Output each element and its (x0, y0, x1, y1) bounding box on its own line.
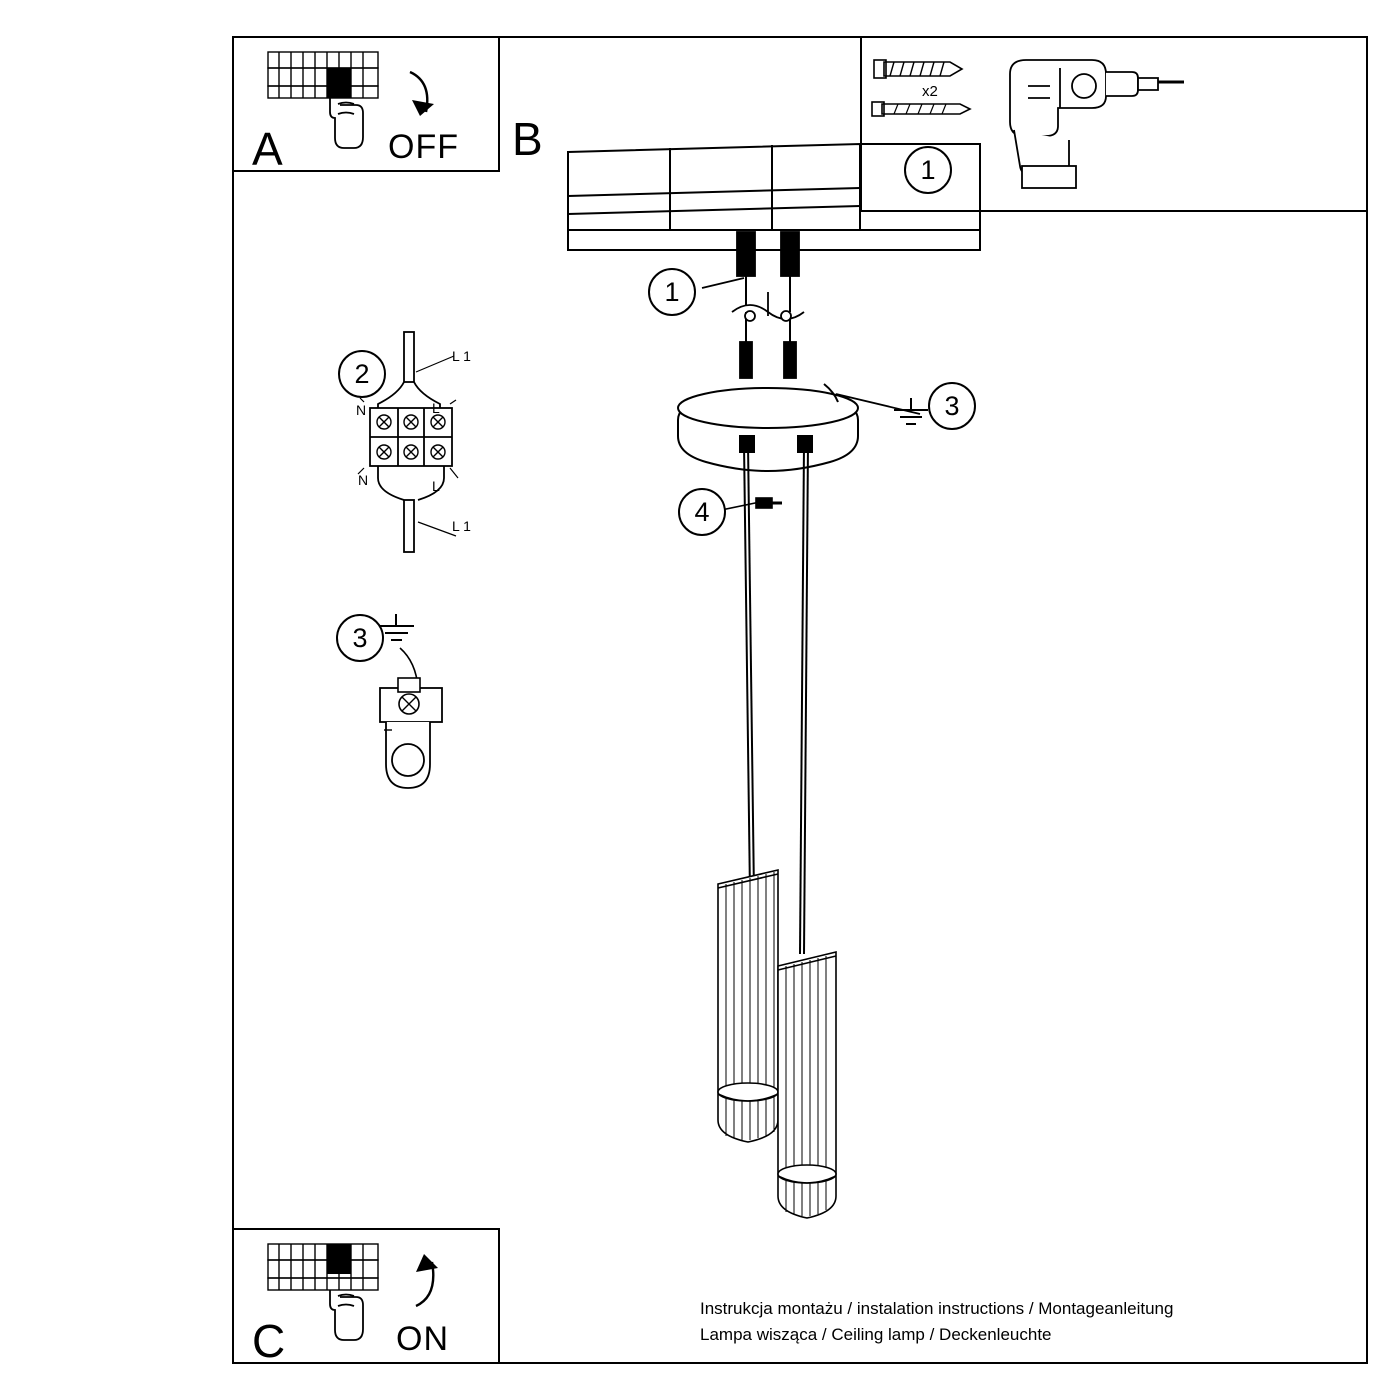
callout-1-ceiling: 1 (648, 268, 696, 316)
terminal-label-l-bottom: L (432, 478, 440, 494)
callout-4: 4 (678, 488, 726, 536)
callout-2: 2 (338, 350, 386, 398)
step-b-letter: B (512, 113, 544, 165)
terminal-block-illustration (356, 332, 516, 562)
terminal-label-l1-top: L 1 (452, 348, 471, 364)
svg-text:x2: x2 (922, 83, 938, 100)
ground-terminal-illustration (372, 604, 482, 804)
step-c-box (232, 1228, 500, 1367)
step-c-letter: C (252, 1315, 287, 1367)
callout-1-parts: 1 (904, 146, 952, 194)
terminal-label-n-bottom: N (358, 472, 369, 488)
step-a-letter: A (252, 123, 284, 175)
step-c-label: ON (396, 1320, 449, 1358)
footer-line-2: Lampa wisząca / Ceiling lamp / Deckenleuchte (700, 1325, 1052, 1344)
terminal-label-l1-bottom: L 1 (452, 518, 471, 534)
terminal-label-n-top: N (356, 402, 367, 418)
footer-line-1: Instrukcja montażu / instalation instructions / Montageanleitung (700, 1299, 1174, 1318)
earth-ground-icon (888, 394, 934, 434)
step-a-label: OFF (388, 128, 459, 166)
callout-3-ceiling: 3 (928, 382, 976, 430)
callout-3-terminal: 3 (336, 614, 384, 662)
terminal-label-l-top: L (432, 400, 440, 416)
